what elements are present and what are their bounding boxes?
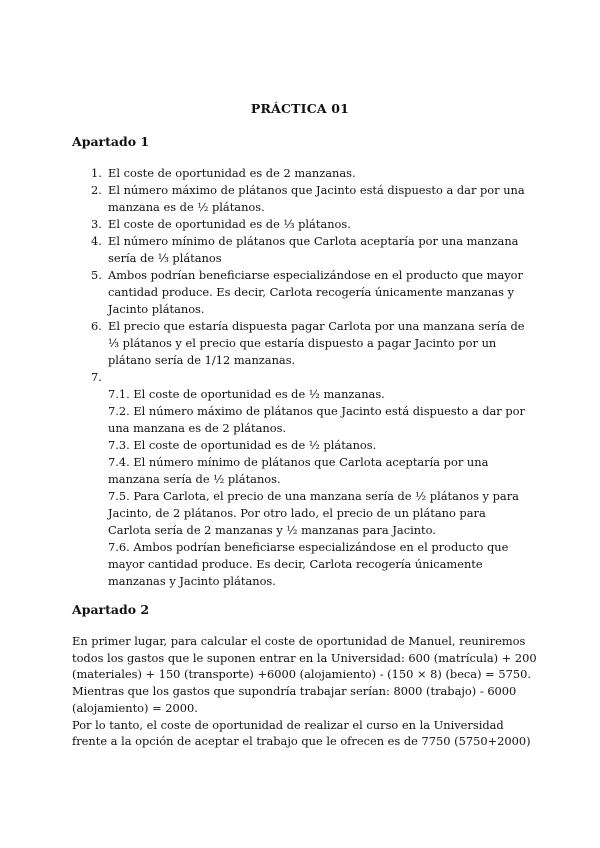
list-item-number: 2. [91,183,102,197]
list-item-text: El precio que estaría dispuesta pagar Carlota por una manzana sería de ⅓ plátanos y el precio que estaría dispuesto a pagar Jacinto por un plátano sería de 1/12 manzanas. [108,319,525,367]
list-item [72,267,532,318]
paragraph: Por lo tanto, el coste de oportunidad de realizar el curso en la Universidad frente a la opción de aceptar el trabajo que le ofrecen es de 7750 (5750+2000) [72,717,531,749]
sub-item: 7.2. El número máximo de plátanos que Jacinto está dispuesto a dar por una manzana es de 2 plátanos. [108,404,525,435]
paragraph: En primer lugar, para calcular el coste de oportunidad de Manuel, reuniremos todos los gastos que le suponen entrar en la Universidad: 600 (matrícula) + 200 (materiales) + 150 (transporte) +6000 (alojamiento) - (150 × 8) (beca) = 5750. [72,634,537,682]
paragraph-block [72,633,542,750]
list-item-text: El número máximo de plátanos que Jacinto está dispuesto a dar por una manzana es de ½ plátanos. [108,183,525,214]
section-heading-apartado-2: Apartado 2 [72,602,150,617]
list-item-number: 4. [91,234,102,248]
list-item-number: 5. [91,268,102,282]
page-title: PRÁCTICA 01 [250,101,350,116]
sub-item: 7.1. El coste de oportunidad es de ½ manzanas. [108,387,385,401]
list-item-text [108,369,532,386]
list-item [72,233,532,267]
list-item [72,165,532,182]
list-item-text: El coste de oportunidad es de ⅓ plátanos. [108,217,351,231]
list-item-text: Ambos podrían beneficiarse especializándose en el producto que mayor cantidad produce. Es decir, Carlota recogería únicamente manzanas y Jacinto plátanos. [108,268,523,316]
list-item-number: 1. [91,166,102,180]
list-item-number: 3. [91,217,102,231]
sub-item: 7.5. Para Carlota, el precio de una manzana sería de ½ plátanos y para Jacinto, de 2 plátanos. Por otro lado, el precio de un plátano para Carlota sería de 2 manzanas y ½ manzanas para Jacinto. [108,489,519,537]
list-item [72,216,532,233]
paragraph: Mientras que los gastos que supondría trabajar serían: 8000 (trabajo) - 6000 (alojamiento) = 2000. [72,684,517,715]
sub-item: 7.4. El número mínimo de plátanos que Carlota aceptaría por una manzana sería de ½ plátanos. [108,455,489,486]
list-item-text: El coste de oportunidad es de 2 manzanas. [108,166,356,180]
list-item [72,318,532,369]
list-item [72,182,532,216]
list-item-number: 7. [91,370,102,384]
list-item-number: 6. [91,319,102,333]
answer-list [72,165,532,590]
list-item-text: El número mínimo de plátanos que Carlota aceptaría por una manzana sería de ⅓ plátanos [108,234,519,265]
sub-item: 7.6. Ambos podrían beneficiarse especializándose en el producto que mayor cantidad produce. Es decir, Carlota recogería únicamente manzanas y Jacinto plátanos. [108,540,509,588]
sub-item: 7.3. El coste de oportunidad es de ½ plátanos. [108,438,377,452]
list-item [72,369,532,590]
section-heading-apartado-1: Apartado 1 [72,134,150,149]
